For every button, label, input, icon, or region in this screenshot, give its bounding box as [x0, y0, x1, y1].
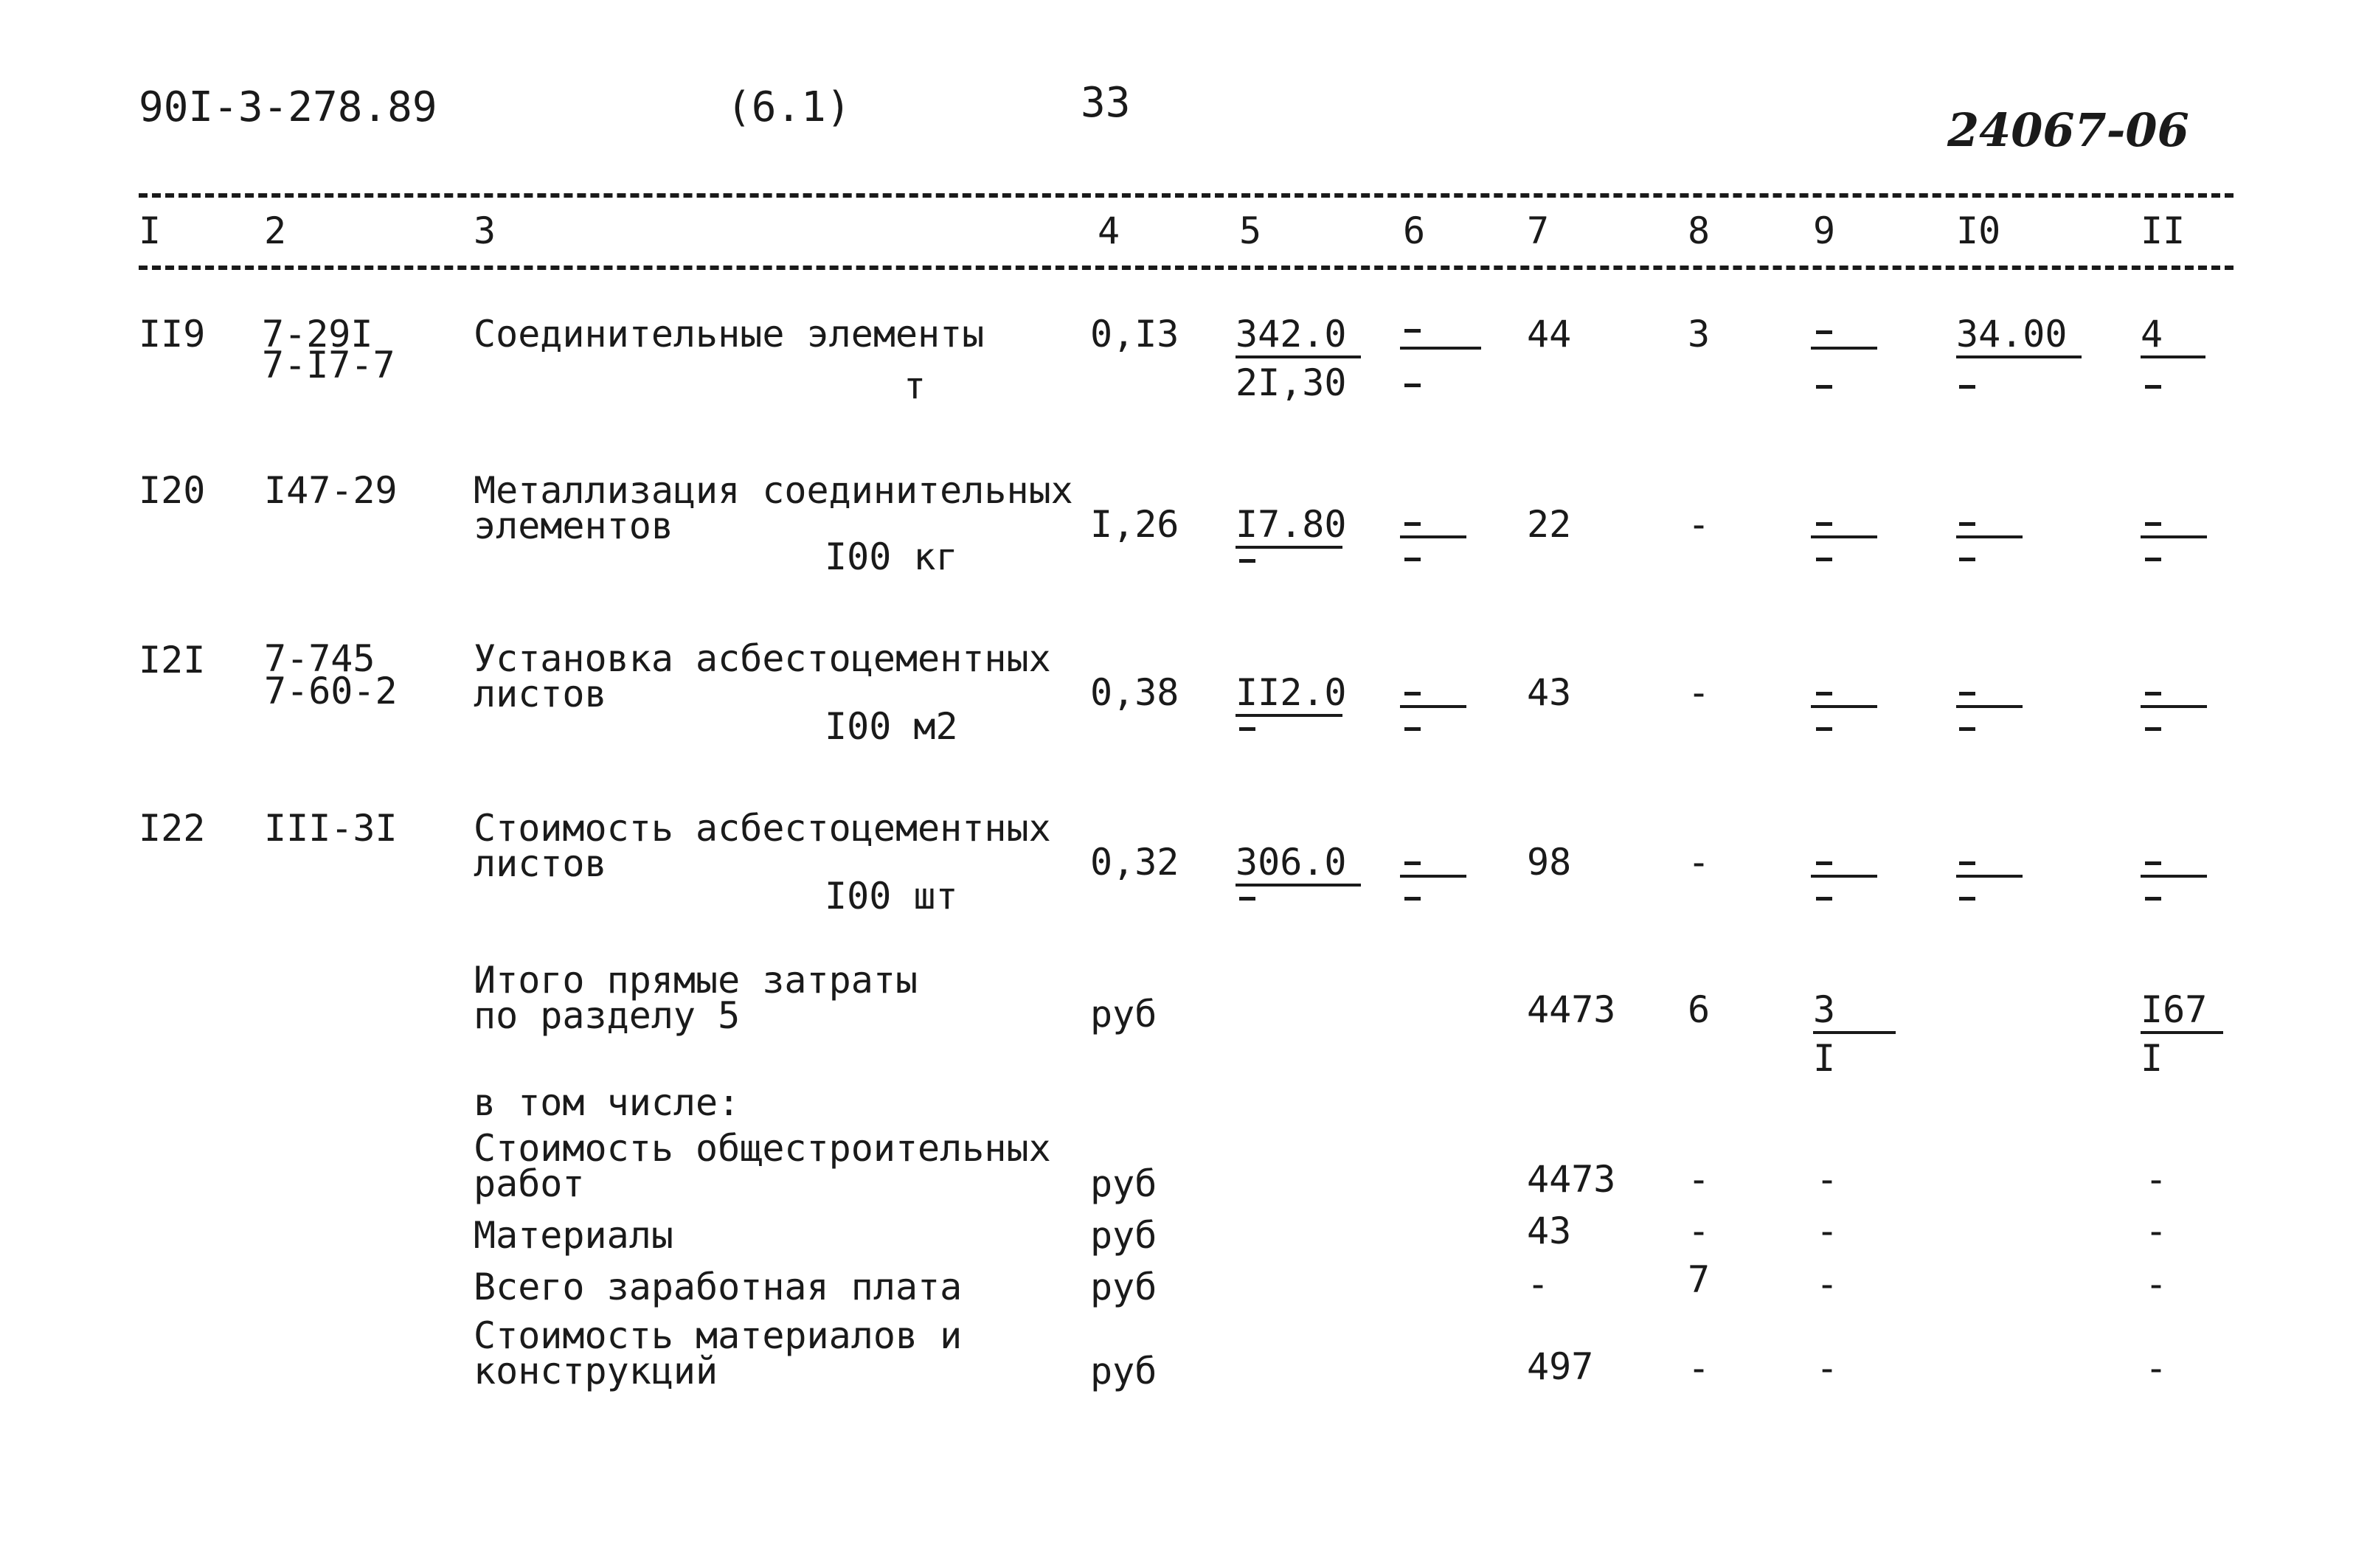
blank-underline: [2141, 705, 2207, 708]
blank-underline: [1400, 875, 1466, 878]
totals-title-cont: по разделу 5: [474, 994, 741, 1037]
work-description: Стоимость асбестоцементных: [474, 807, 1051, 850]
empty-mark: [2145, 727, 2161, 731]
unit-price-secondary: 2I,30: [1236, 361, 1347, 404]
breakdown-labor: -: [2145, 1210, 2168, 1252]
quantity: I,26: [1090, 503, 1179, 546]
work-description: Соединительные элементы: [474, 313, 985, 355]
work-description-cont: листов: [474, 673, 607, 715]
breakdown-col9: -: [1816, 1263, 1839, 1305]
blank-underline: [2141, 535, 2207, 538]
breakdown-unit: руб: [1090, 1162, 1157, 1205]
breakdown-labor: -: [2145, 1158, 2168, 1201]
measure-unit: I00 шт: [825, 875, 958, 917]
row-number: I20: [139, 469, 206, 512]
breakdown-label: Материалы: [474, 1214, 673, 1257]
rate-code-secondary: 7-60-2: [264, 670, 398, 712]
total-cost: 43: [1527, 671, 1572, 714]
empty-mark: [1239, 897, 1255, 901]
column-header: 9: [1813, 209, 1836, 252]
empty-mark: [1959, 727, 1975, 731]
work-description: Установка асбестоцементных: [474, 637, 1051, 680]
breakdown-label: Всего заработная плата: [474, 1266, 963, 1308]
empty-mark: [2145, 897, 2161, 901]
blank-underline: [1811, 875, 1877, 878]
empty-mark: [1404, 558, 1421, 561]
inventory-number: 24067-06: [1947, 103, 2189, 157]
empty-mark: [1959, 861, 1975, 865]
rate-code: 7-745: [264, 637, 375, 680]
blank-underline: [1956, 705, 2023, 708]
empty-mark: [1959, 522, 1975, 526]
column-header: 7: [1527, 209, 1550, 252]
work-description-cont: листов: [474, 842, 607, 885]
empty-mark: [2145, 385, 2161, 389]
empty-mark: [1404, 861, 1421, 865]
breakdown-label: Стоимость материалов и: [474, 1314, 963, 1357]
empty-mark: [2145, 558, 2161, 561]
breakdown-unit: руб: [1090, 1350, 1157, 1392]
unit-price: II2.0: [1236, 674, 1342, 717]
work-description-cont: элементов: [474, 504, 673, 547]
empty-mark: [1239, 727, 1255, 731]
column-header: 4: [1098, 209, 1120, 252]
breakdown-label: Стоимость общестроительных: [474, 1127, 1051, 1170]
blank-underline: [1956, 535, 2023, 538]
empty-mark: [2145, 692, 2161, 695]
row-number: I22: [139, 807, 206, 850]
blank-underline: [2141, 875, 2207, 878]
row-number: II9: [139, 313, 206, 355]
blank-underline: [1400, 535, 1466, 538]
column-header: I: [139, 209, 162, 252]
total-cost: 22: [1527, 503, 1572, 546]
breakdown-label-cont: конструкций: [474, 1350, 718, 1392]
empty-mark: [1816, 897, 1832, 901]
unit-price: 306.0: [1236, 844, 1361, 887]
measure-unit: т: [904, 364, 926, 407]
empty-mark: [2145, 861, 2161, 865]
wages: -: [1688, 671, 1711, 714]
empty-mark: [1816, 522, 1832, 526]
breakdown-labor: -: [2145, 1347, 2168, 1390]
page-number: 33: [1081, 79, 1131, 127]
breakdown-cost: 497: [1527, 1345, 1594, 1388]
totals-col9: 3: [1813, 991, 1896, 1034]
total-cost: 44: [1527, 313, 1572, 355]
document-code: 90I-3-278.89: [139, 83, 437, 131]
column-header: 5: [1239, 209, 1262, 252]
empty-mark: [1959, 385, 1975, 389]
blank-underline: [1811, 705, 1877, 708]
rate-code: I47-29: [264, 469, 398, 512]
rate-code: 7-29I: [262, 313, 373, 355]
breakdown-cost: 43: [1527, 1210, 1572, 1252]
empty-mark: [1404, 522, 1421, 526]
work-description: Металлизация соединительных: [474, 469, 1073, 512]
breakdown-cost: -: [1527, 1263, 1550, 1305]
totals-labor: I67: [2141, 991, 2223, 1034]
blank-underline: [1811, 347, 1877, 350]
totals-unit: руб: [1090, 993, 1157, 1035]
section-number: (6.1): [727, 83, 851, 131]
breakdown-col9: -: [1816, 1158, 1839, 1201]
empty-mark: [1816, 330, 1832, 334]
empty-mark: [1959, 897, 1975, 901]
unit-price: I7.80: [1236, 506, 1342, 549]
empty-mark: [1239, 559, 1255, 563]
breakdown-col9: -: [1816, 1347, 1839, 1390]
quantity: 0,I3: [1090, 313, 1179, 355]
breakdown-cost: 4473: [1527, 1158, 1616, 1201]
breakdown-wages: -: [1688, 1210, 1711, 1252]
empty-mark: [1404, 384, 1421, 387]
totals-title: Итого прямые затраты: [474, 959, 918, 1002]
blank-underline: [1400, 705, 1466, 708]
measure-unit: I00 кг: [825, 535, 958, 578]
totals-wages: 6: [1688, 988, 1711, 1031]
column-header: 2: [264, 209, 287, 252]
breakdown-unit: руб: [1090, 1214, 1157, 1257]
rate-code-secondary: 7-I7-7: [262, 344, 395, 386]
breakdown-wages: -: [1688, 1347, 1711, 1390]
column-header: 8: [1688, 209, 1711, 252]
totals-cost: 4473: [1527, 988, 1616, 1031]
header-bottom-rule: [139, 266, 2234, 270]
empty-mark: [1816, 385, 1832, 389]
empty-mark: [1959, 692, 1975, 695]
breakdown-unit: руб: [1090, 1266, 1157, 1308]
measure-unit: I00 м2: [825, 705, 958, 748]
quantity: 0,38: [1090, 671, 1179, 714]
empty-mark: [1404, 692, 1421, 695]
breakdown-labor: -: [2145, 1263, 2168, 1305]
empty-mark: [1404, 897, 1421, 901]
column-header: 3: [474, 209, 496, 252]
breakdown-col9: -: [1816, 1210, 1839, 1252]
blank-underline: [1956, 875, 2023, 878]
empty-mark: [1816, 692, 1832, 695]
column-header: I0: [1956, 209, 2001, 252]
breakdown-wages: -: [1688, 1158, 1711, 1201]
totals-col9-secondary: I: [1813, 1037, 1836, 1080]
header-top-rule: [139, 193, 2234, 198]
blank-underline: [1400, 347, 1481, 350]
wages: 3: [1688, 313, 1711, 355]
empty-mark: [1404, 727, 1421, 731]
row-number: I2I: [139, 639, 206, 681]
breakdown-wages: 7: [1688, 1258, 1711, 1301]
empty-mark: [2145, 522, 2161, 526]
machine-cost: 34.00: [1956, 316, 2082, 358]
empty-mark: [1959, 558, 1975, 561]
labor-cost: 4: [2141, 316, 2205, 358]
empty-mark: [1404, 329, 1421, 333]
blank-underline: [1811, 535, 1877, 538]
column-header: II: [2141, 209, 2186, 252]
unit-price: 342.0: [1236, 316, 1361, 358]
total-cost: 98: [1527, 841, 1572, 884]
empty-mark: [1816, 727, 1832, 731]
rate-code: III-3I: [264, 807, 398, 850]
column-header: 6: [1403, 209, 1426, 252]
empty-mark: [1816, 558, 1832, 561]
breakdown-label-cont: работ: [474, 1162, 585, 1205]
wages: -: [1688, 503, 1711, 546]
including-label: в том числе:: [474, 1081, 741, 1124]
wages: -: [1688, 841, 1711, 884]
empty-mark: [1816, 861, 1832, 865]
quantity: 0,32: [1090, 841, 1179, 884]
totals-labor-secondary: I: [2141, 1037, 2163, 1080]
